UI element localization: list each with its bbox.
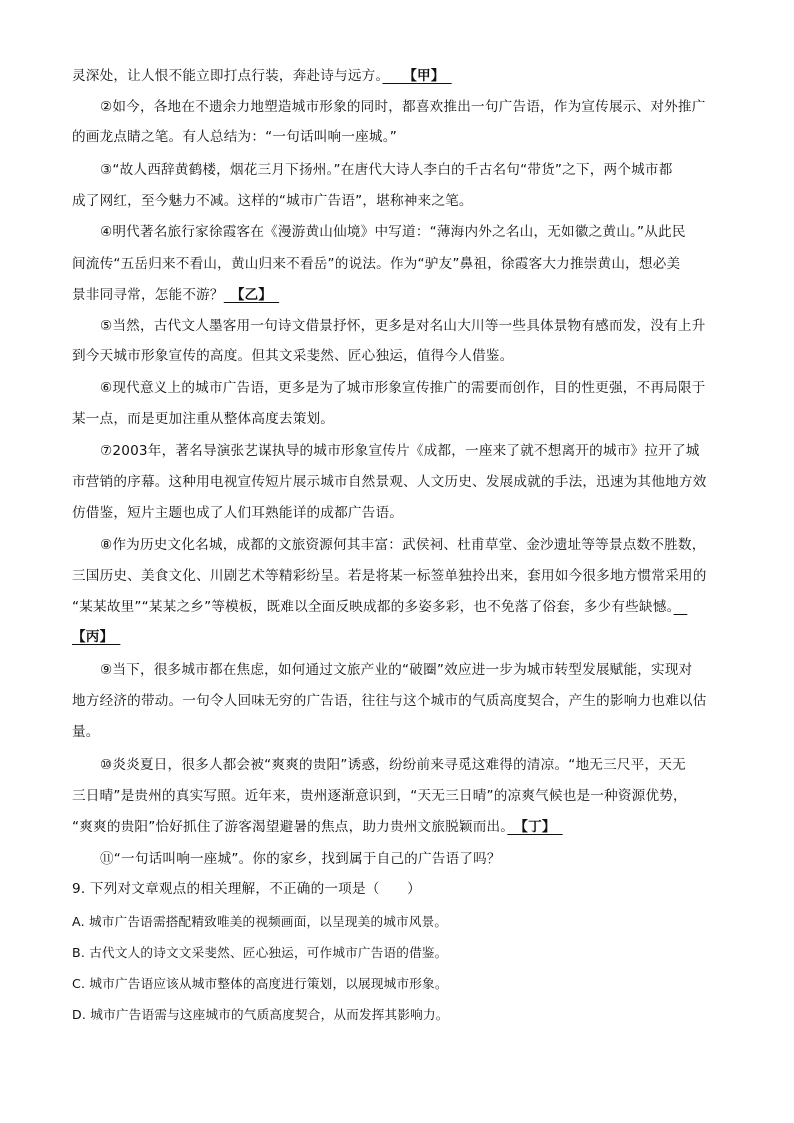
paragraph-3-line: 成了网红，至今魅力不减。这样的“城市广告语”，堪称神来之笔。 bbox=[72, 193, 473, 209]
option-d: D. 城市广告语需与这座城市的气质高度契合，从而发挥其影响力。 bbox=[72, 1007, 449, 1022]
option-b: B. 古代文人的诗文文采斐然、匠心独运，可作城市广告语的借鉴。 bbox=[72, 945, 448, 960]
paragraph-9-line: 量。 bbox=[72, 724, 100, 740]
paragraph-7-line: 市营销的序幕。这种用电视宣传短片展示城市自然景观、人文历史、发展成就的手法，迅速为其他地方效 bbox=[72, 474, 707, 490]
paragraph-2-line: 的画龙点睛之笔。有人总结为：“一句话叫响一座城。” bbox=[72, 129, 397, 145]
paragraph-10-line bbox=[72, 817, 563, 837]
paragraph-7-line: 仿借鉴，短片主题也成了人们耳熟能详的成都广告语。 bbox=[72, 505, 404, 521]
text-run: 景非同寻常，怎能不游？ bbox=[72, 287, 224, 303]
paragraph-4-line: 间流传“五岳归来不看山，黄山归来不看岳”的说法。作为“驴友”鼻祖，徐霞客大力推崇黄山，想必美 bbox=[72, 256, 681, 272]
text-run: “爽爽的贵阳”恰好抓住了游客渴望避暑的焦点，助力贵州文旅脱颖而出。 bbox=[72, 819, 508, 835]
question-stem: 9. 下列对文章观点的相关理解，不正确的一项是（ ） bbox=[72, 881, 421, 897]
blank-bing-start bbox=[674, 599, 688, 615]
paragraph-1-line bbox=[72, 66, 452, 86]
paragraph-5-line: ⑤当然，古代文人墨客用一句诗文借景抒怀，更多是对名山大川等一些具体景物有感而发，没有上升 bbox=[100, 318, 706, 334]
paragraph-4-line: ④明代著名旅行家徐霞客在《漫游黄山仙境》中写道：“薄海内外之名山，无如徽之黄山。”从此民 bbox=[100, 224, 686, 240]
text-run: “某某故里”“某某之乡”等模板，既难以全面反映成都的多姿多彩，也不免落了俗套，多少有些缺憾。 bbox=[72, 599, 674, 615]
paragraph-9-line: ⑨当下，很多城市都在焦虑，如何通过文旅产业的“破圈”效应进一步为城市转型发展赋能，实现对 bbox=[100, 662, 693, 678]
blank-yi: 【乙】 bbox=[223, 287, 280, 303]
blank-bing: 【丙】 bbox=[72, 629, 121, 645]
paragraph-8-line: 三国历史、美食文化、川剧艺术等精彩纷呈。若是将某一标签单独拎出来，套用如今很多地方惯常采用的 bbox=[72, 568, 707, 584]
paragraph-7-line: ⑦2003年，著名导演张艺谋执导的城市形象宣传片《成都，一座来了就不想离开的城市》拉开了城 bbox=[100, 443, 700, 459]
paragraph-3-line: ③“故人西辞黄鹤楼，烟花三月下扬州。”在唐代大诗人李白的千古名句“带货”之下，两个城市都 bbox=[100, 162, 673, 178]
text-run: 灵深处，让人恨不能立即打点行装，奔赴诗与远方。 bbox=[72, 68, 383, 84]
paragraph-6-line: ⑥现代意义上的城市广告语，更多是为了城市形象宣传推广的需要而创作，目的性更强，不再局限于 bbox=[100, 380, 706, 396]
paragraph-10-line: ⑩炎炎夏日，很多人都会被“爽爽的贵阳”诱惑，纷纷前来寻觅这难得的清凉。“地无三尺平，天无 bbox=[100, 757, 686, 773]
paragraph-8-line: ⑧作为历史文化名城，成都的文旅资源何其丰富：武侯祠、杜甫草堂、金沙遗址等等景点数不胜数， bbox=[100, 537, 706, 553]
paragraph-6-line: 某一点，而是更加注重从整体高度去策划。 bbox=[72, 411, 335, 427]
paragraph-8-line bbox=[72, 627, 120, 647]
paragraph-10-line: 三日晴”是贵州的真实写照。近年来，贵州逐渐意识到，“天无三日晴”的凉爽气候也是一种资源优势， bbox=[72, 788, 687, 804]
paragraph-9-line: 地方经济的带动。一句令人回味无穷的广告语，往往与这个城市的气质高度契合，产生的影响力也难以估 bbox=[72, 693, 707, 709]
paragraph-5-line: 到今天城市形象宣传的高度。但其文采斐然、匠心独运，值得今人借鉴。 bbox=[72, 348, 514, 364]
paragraph-2-line: ②如今，各地在不遗余力地塑造城市形象的同时，都喜欢推出一句广告语，作为宣传展示、对外推广 bbox=[100, 99, 706, 115]
paragraph-8-line bbox=[72, 597, 687, 617]
paragraph-11-line: ⑪“一句话叫响一座城”。你的家乡，找到属于自己的广告语了吗？ bbox=[100, 851, 501, 867]
blank-jia: 【甲】 bbox=[382, 68, 452, 84]
blank-ding: 【丁】 bbox=[507, 819, 563, 835]
option-a: A. 城市广告语需搭配精致唯美的视频画面，以呈现美的城市风景。 bbox=[72, 914, 448, 929]
option-c: C. 城市广告语应该从城市整体的高度进行策划，以展现城市形象。 bbox=[72, 976, 448, 991]
paragraph-4-line bbox=[72, 285, 279, 305]
